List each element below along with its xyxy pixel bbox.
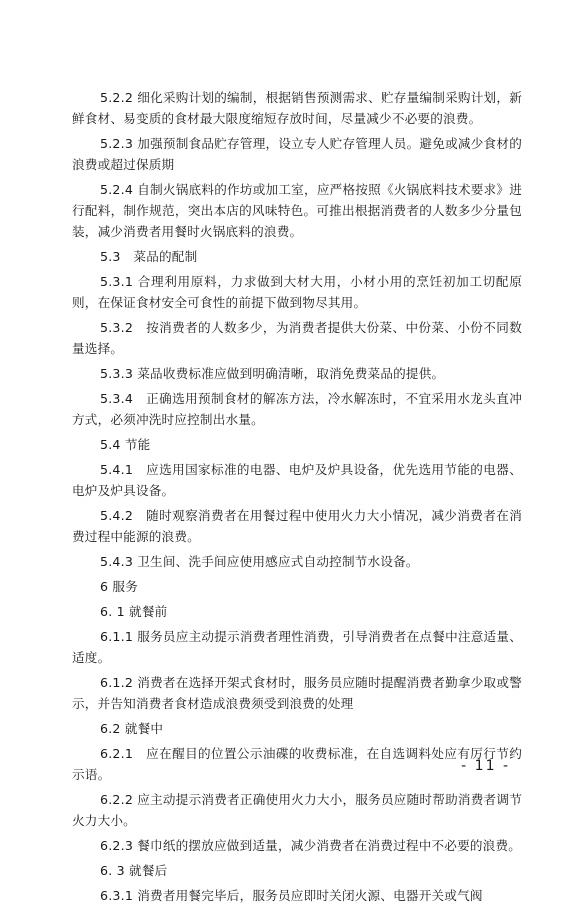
- page-number: - 11 -: [461, 758, 510, 774]
- heading-5-3: 5.3 菜品的配制: [100, 249, 198, 264]
- paragraph-6-1-1: 6.1.1 服务员应主动提示消费者理性消费，引导消费者在点餐中注意适量、适度。: [72, 629, 522, 665]
- paragraph-6-2-1: 6.2.1 应在醒目的位置公示油碟的收费标准，在自选调料处应有厉行节约示语。: [72, 746, 522, 782]
- paragraph-6-3-1: 6.3.1 消费者用餐完毕后，服务员应即时关闭火源、电器开关或气阀: [100, 888, 483, 903]
- paragraph-6-1-2: 6.1.2 消费者在选择开架式食材时，服务员应随时提醒消费者勤拿少取或警示，并告知消费者食材造成浪费须受到浪费的处理: [72, 675, 522, 711]
- paragraph-5-2-4: 5.2.4 自制火锅底料的作坊或加工室，应严格按照《火锅底料技术要求》进行配料，制作规范，突出本店的风味特色。可推出根据消费者的人数多少分量包装，减少消费者用餐时火锅底料的浪费。: [72, 182, 522, 239]
- heading-6-3: 6. 3 就餐后: [100, 863, 168, 878]
- paragraph-6-2-3: 6.2.3 餐巾纸的摆放应做到适量，减少消费者在消费过程中不必要的浪费。: [100, 838, 522, 853]
- document-body: [72, 87, 522, 906]
- heading-5-4: 5.4 节能: [100, 437, 151, 452]
- paragraph-5-4-3: 5.4.3 卫生间、洗手间应使用感应式自动控制节水设备。: [100, 554, 419, 569]
- heading-6: 6 服务: [100, 579, 139, 594]
- heading-6-1: 6. 1 就餐前: [100, 604, 168, 619]
- paragraph-5-2-3: 5.2.3 加强预制食品贮存管理，设立专人贮存管理人员。避免或减少食材的浪费或超过保质期: [72, 136, 522, 172]
- paragraph-5-3-2: 5.3.2 按消费者的人数多少，为消费者提供大份菜、中份菜、小份不同数量选择。: [72, 320, 522, 356]
- heading-6-2: 6.2 就餐中: [100, 721, 164, 736]
- paragraph-6-2-2: 6.2.2 应主动提示消费者正确使用火力大小，服务员应随时帮助消费者调节火力大小。: [72, 792, 522, 828]
- paragraph-5-3-3: 5.3.3 菜品收费标准应做到明确清晰，取消免费菜品的提供。: [100, 366, 445, 381]
- paragraph-5-2-2: 5.2.2 细化采购计划的编制，根据销售预测需求、贮存量编制采购计划，新鲜食材、易变质的食材最大限度缩短存放时间，尽量减少不必要的浪费。: [72, 90, 522, 126]
- paragraph-5-3-1: 5.3.1 合理利用原料，力求做到大材大用，小材小用的烹饪初加工切配原则，在保证食材安全可食性的前提下做到物尽其用。: [72, 274, 522, 310]
- paragraph-5-4-2: 5.4.2 随时观察消费者在用餐过程中使用火力大小情况，减少消费者在消费过程中能源的浪费。: [72, 508, 522, 544]
- paragraph-5-3-4: 5.3.4 正确选用预制食材的解冻方法，冷水解冻时，不宜采用水龙头直冲方式，必须冲洗时应控制出水量。: [72, 391, 522, 427]
- paragraph-5-4-1: 5.4.1 应选用国家标准的电器、电炉及炉具设备，优先选用节能的电器、电炉及炉具设备。: [72, 462, 522, 498]
